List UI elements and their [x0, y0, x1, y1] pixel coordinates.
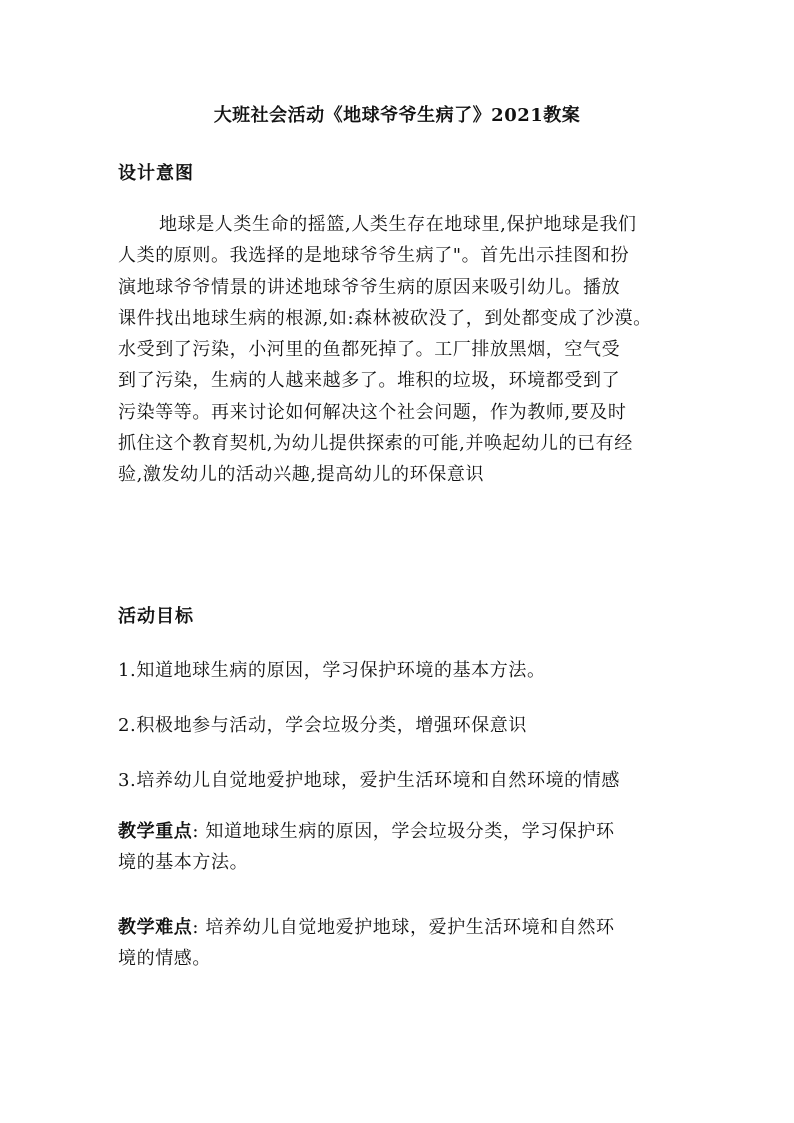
key-point-line-2: 境的基本方法。 — [118, 852, 249, 874]
difficulty-label: 教学难点 — [118, 917, 193, 938]
difficulty-text: : 培养幼儿自觉地爱护地球，爱护生活环境和自然环 — [192, 917, 615, 938]
goal-item-3: 3.培养幼儿自觉地爱护地球，爱护生活环境和自然环境的情感 — [118, 770, 620, 791]
key-point-label: 教学重点 — [118, 821, 193, 842]
difficulty-line — [118, 912, 698, 943]
difficulty-line-2: 境的情感。 — [118, 948, 211, 970]
key-point-line — [118, 816, 698, 847]
paragraph-line: 抓住这个教育契机,为幼儿提供探索的可能,并唤起幼儿的已有经 — [118, 433, 633, 455]
paragraph-line: 课件找出地球生病的根源,如:森林被砍没了，到处都变成了沙漠。 — [118, 307, 652, 329]
goal-item-2: 2.积极地参与活动，学会垃圾分类，增强环保意识 — [118, 715, 527, 736]
paragraph-line: 水受到了污染，小河里的鱼都死掉了。工厂排放黑烟，空气受 — [118, 339, 621, 361]
paragraph-line: 到了污染，生病的人越来越多了。堆积的垃圾，环境都受到了 — [118, 370, 621, 392]
paragraph-line: 验,激发幼儿的活动兴趣,提高幼儿的环保意识 — [118, 464, 485, 486]
paragraph-line: 演地球爷爷情景的讲述地球爷爷生病的原因来吸引幼儿。播放 — [118, 276, 621, 298]
difficulty-paragraph — [118, 912, 698, 975]
paragraph-line: 污染等等。再来讨论如何解决这个社会问题，作为教师,要及时 — [118, 401, 627, 423]
key-point-text: : 知道地球生病的原因，学会垃圾分类，学习保护环 — [192, 821, 615, 842]
paragraph-line: 人类的原则。我选择的是地球爷爷生病了"。首先出示挂图和扮 — [118, 245, 630, 267]
paragraph-line: 地球是人类生命的摇篮,人类生存在地球里,保护地球是我们 — [159, 214, 637, 235]
key-point-paragraph — [118, 816, 698, 879]
goal-item-1: 1.知道地球生病的原因，学习保护环境的基本方法。 — [118, 660, 546, 681]
section-heading-goals: 活动目标 — [118, 606, 194, 627]
document-title: 大班社会活动《地球爷爷生病了》2021教案 — [213, 105, 581, 126]
section-heading-design: 设计意图 — [118, 163, 194, 184]
design-paragraph — [118, 209, 698, 491]
